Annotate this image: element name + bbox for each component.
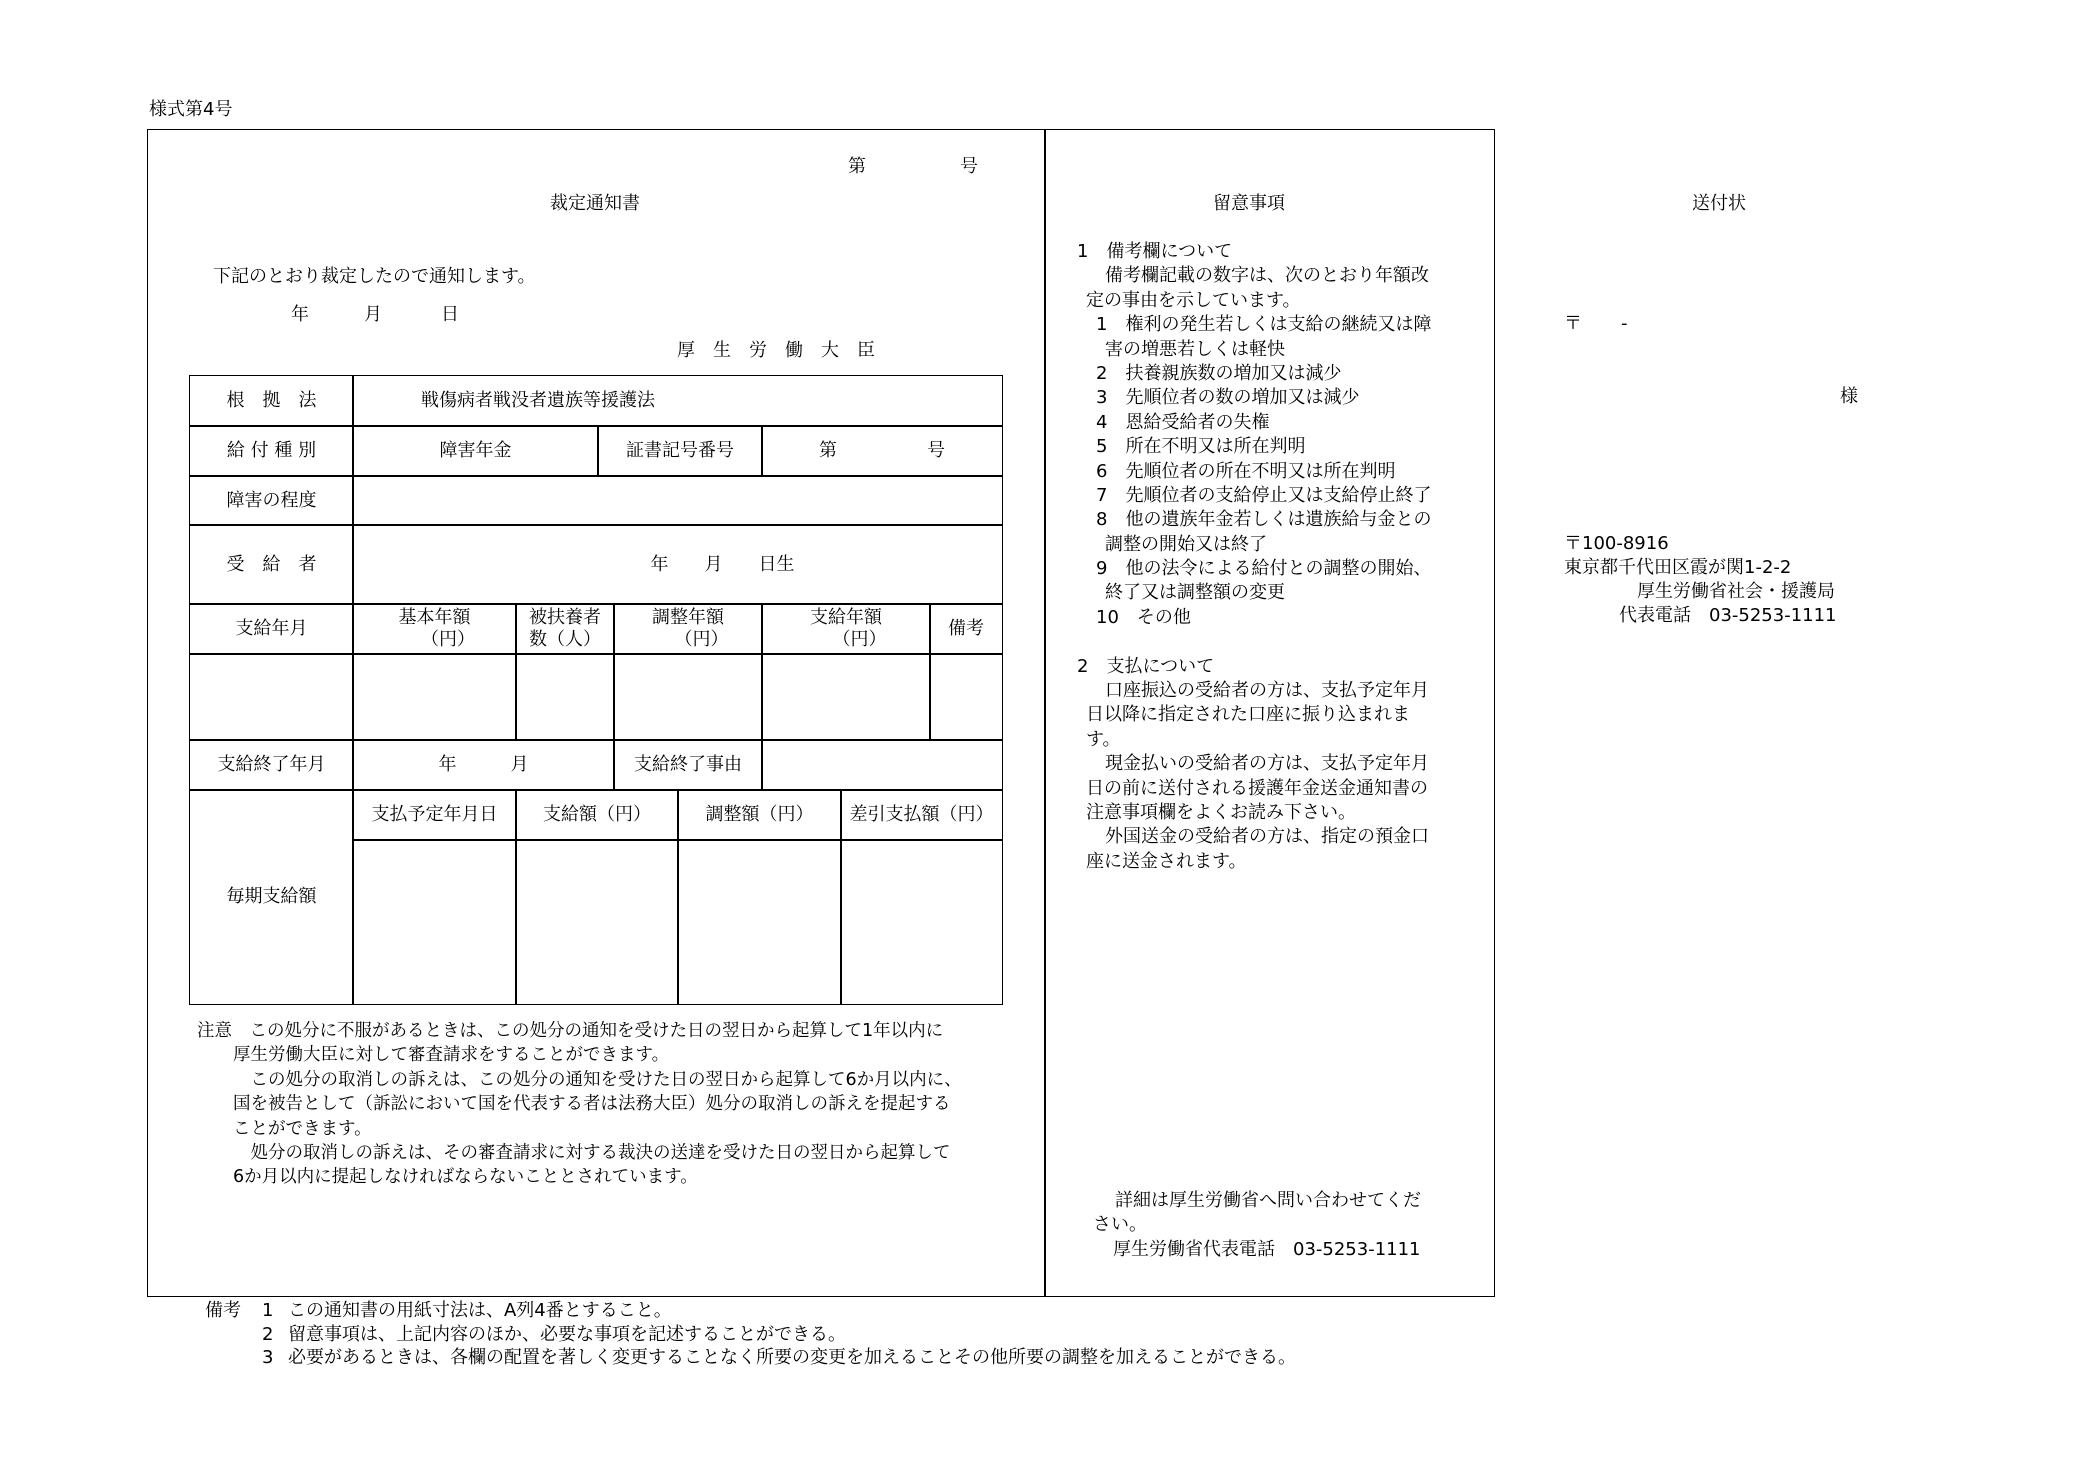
adjust-amount-header: 調整額（円） (677, 789, 842, 841)
notes-line: 2 支払について (1077, 655, 1215, 677)
remarks-num: 2 (262, 1324, 274, 1345)
scheduled-date-cell (352, 839, 517, 1005)
dependents-cell (515, 653, 615, 741)
notes-line: 1 権利の発生若しくは支給の継続又は障 (1096, 314, 1432, 336)
notice-line: 国を被告として（訴訟において国を代表する者は法務大臣）処分の取消しの訴えを提起する (233, 1094, 951, 1115)
honorific: 様 (1840, 386, 1858, 407)
sender-phone: 代表電話 03-5253-1111 (1619, 605, 1837, 626)
number-go: 号 (960, 156, 978, 177)
recipient-birth: 年 月 日生 (352, 524, 1003, 605)
sender-name: 厚生労働省社会・援護局 (1637, 581, 1835, 602)
notes-line: 日以降に指定された口座に振り込まれま (1086, 704, 1410, 726)
notes-line: 1 備考欄について (1077, 241, 1233, 262)
notice-line: この処分の取消しの訴えは、この処分の通知を受けた日の翌日から起算して6か月以内に、 (233, 1069, 962, 1090)
notes-line: 10 その他 (1096, 606, 1191, 628)
postal-dash: - (1621, 313, 1628, 334)
notice-line: 6か月以内に提起しなければならないこととされています。 (233, 1167, 698, 1188)
form-number: 様式第4号 (149, 99, 233, 120)
notes-line: 8 他の遺族年金若しくは遺族給与金との (1096, 509, 1432, 531)
notes-line: 日の前に送付される援護年金送金通知書の (1086, 777, 1428, 799)
pay-annual-header: 支給年額 （円） (761, 603, 931, 655)
remarks-num: 3 (262, 1347, 274, 1368)
adjust-annual-header: 調整年額 （円） (613, 603, 763, 655)
date-year: 年 (291, 304, 309, 325)
notes-line: 9 他の法令による給付との調整の開始、 (1096, 558, 1432, 580)
remarks-label: 備考 (205, 1300, 241, 1321)
notes-line: 終了又は調整額の変更 (1105, 582, 1285, 604)
date-month: 月 (364, 304, 382, 325)
notes-line: 座に送金されます。 (1086, 850, 1247, 872)
notice-caution (197, 1019, 962, 1190)
notes-line (1077, 630, 1431, 654)
pay-start-label: 支給年月 (189, 603, 354, 655)
notes-footer-line: 厚生労働省代表電話 03-5253-1111 (1113, 1238, 1421, 1260)
pay-end-reason-label: 支給終了事由 (613, 739, 763, 791)
notes-title: 留意事項 (1213, 193, 1285, 214)
dependents-header: 被扶養者 数（人） (515, 603, 615, 655)
notes-line: 定の事由を示しています。 (1086, 289, 1301, 311)
pay-end-value: 年 月 (352, 739, 615, 791)
paid-amount-cell (515, 839, 679, 1005)
notes-line: 現金払いの受給者の方は、支払予定年月 (1105, 753, 1429, 775)
notes-line: 7 先順位者の支給停止又は支給停止終了 (1096, 484, 1432, 506)
notes-line: 6 先順位者の所在不明又は所在判明 (1096, 460, 1396, 482)
cert-label: 証書記号番号 (597, 425, 763, 477)
notes-line: 外国送金の受給者の方は、指定の預金口 (1105, 826, 1429, 848)
notice-line: ことができます。 (233, 1118, 372, 1139)
basic-annual-header: 基本年額 （円） (352, 603, 517, 655)
notes-line: 注意事項欄をよくお読み下さい。 (1086, 801, 1356, 823)
panel-divider (1044, 129, 1046, 1297)
notice-line: 処分の取消しの訴えは、その審査請求に対する裁決の送達を受けた日の翌日から起算して (233, 1142, 951, 1163)
notice-line: 注意 この処分に不服があるときは、この処分の通知を受けた日の翌日から起算して1年以内に (197, 1021, 944, 1041)
pay-annual-cell (761, 653, 931, 741)
net-amount-header: 差引支払額（円） (840, 789, 1003, 841)
law-value: 戦傷病者戦没者遺族等援護法 (352, 375, 1003, 427)
cert-value: 第 号 (761, 425, 1003, 477)
notes-line: 口座振込の受給者の方は、支払予定年月 (1105, 680, 1429, 702)
date-day: 日 (441, 304, 459, 325)
number-dai: 第 (848, 156, 866, 177)
basic-annual-cell (352, 653, 517, 741)
adjust-amount-cell (677, 839, 842, 1005)
pay-end-label: 支給終了年月 (189, 739, 354, 791)
paid-amount-header: 支給額（円） (515, 789, 679, 841)
pay-start-cell (189, 653, 354, 741)
remarks-text: 必要があるときは、各欄の配置を著しく変更することなく所要の変更を加えることその他所要の調整を加えることができる。 (288, 1347, 1296, 1368)
notes-line: 害の増悪若しくは軽快 (1105, 338, 1285, 360)
notice-line: 厚生労働大臣に対して審査請求をすることができます。 (233, 1045, 670, 1066)
notes-footer-line: 詳細は厚生労働省へ問い合わせてくだ (1115, 1190, 1421, 1211)
notes-list (1077, 240, 1431, 874)
benefit-type-label: 給 付 種 別 (189, 425, 354, 477)
notes-line: 調整の開始又は終了 (1105, 533, 1267, 555)
cover-letter-title: 送付状 (1692, 193, 1746, 214)
benefit-type-value: 障害年金 (352, 425, 599, 477)
notice-title: 裁定通知書 (550, 193, 640, 214)
notes-line: 2 扶養親族数の増加又は減少 (1096, 362, 1342, 384)
remarks-text: この通知書の用紙寸法は、A列4番とすること。 (288, 1300, 672, 1321)
notes-line: 3 先順位者の数の増加又は減少 (1096, 387, 1360, 409)
disability-value (352, 475, 1003, 526)
notes-footer (1093, 1189, 1421, 1262)
disability-label: 障害の程度 (189, 475, 354, 526)
notes-line: 備考欄記載の数字は、次のとおり年額改 (1105, 265, 1429, 287)
net-amount-cell (840, 839, 1003, 1005)
notes-footer-line: さい。 (1093, 1214, 1147, 1236)
pay-end-reason-value (761, 739, 1003, 791)
remarks-text: 留意事項は、上記内容のほか、必要な事項を記述することができる。 (288, 1324, 846, 1345)
recipient-label: 受 給 者 (189, 524, 354, 605)
postal-mark: 〒 (1564, 313, 1582, 334)
adjust-annual-cell (613, 653, 763, 741)
intro-text: 下記のとおり裁定したので通知します。 (213, 266, 536, 287)
notes-line: す。 (1086, 728, 1121, 750)
scheduled-date-header: 支払予定年月日 (352, 789, 517, 841)
sender-address: 東京都千代田区霞が関1-2-2 (1564, 557, 1792, 578)
notes-line: 5 所在不明又は所在判明 (1096, 436, 1306, 458)
sender-postal: 〒100-8916 (1564, 533, 1669, 554)
remarks-header: 備考 (929, 603, 1003, 655)
law-label: 根 拠 法 (189, 375, 354, 427)
notes-line: 4 恩給受給者の失権 (1096, 411, 1270, 433)
remarks-cell (929, 653, 1003, 741)
issuer: 厚 生 労 働 大 臣 (677, 340, 875, 361)
periodic-label: 毎期支給額 (189, 789, 354, 1005)
remarks-num: 1 (262, 1300, 274, 1321)
